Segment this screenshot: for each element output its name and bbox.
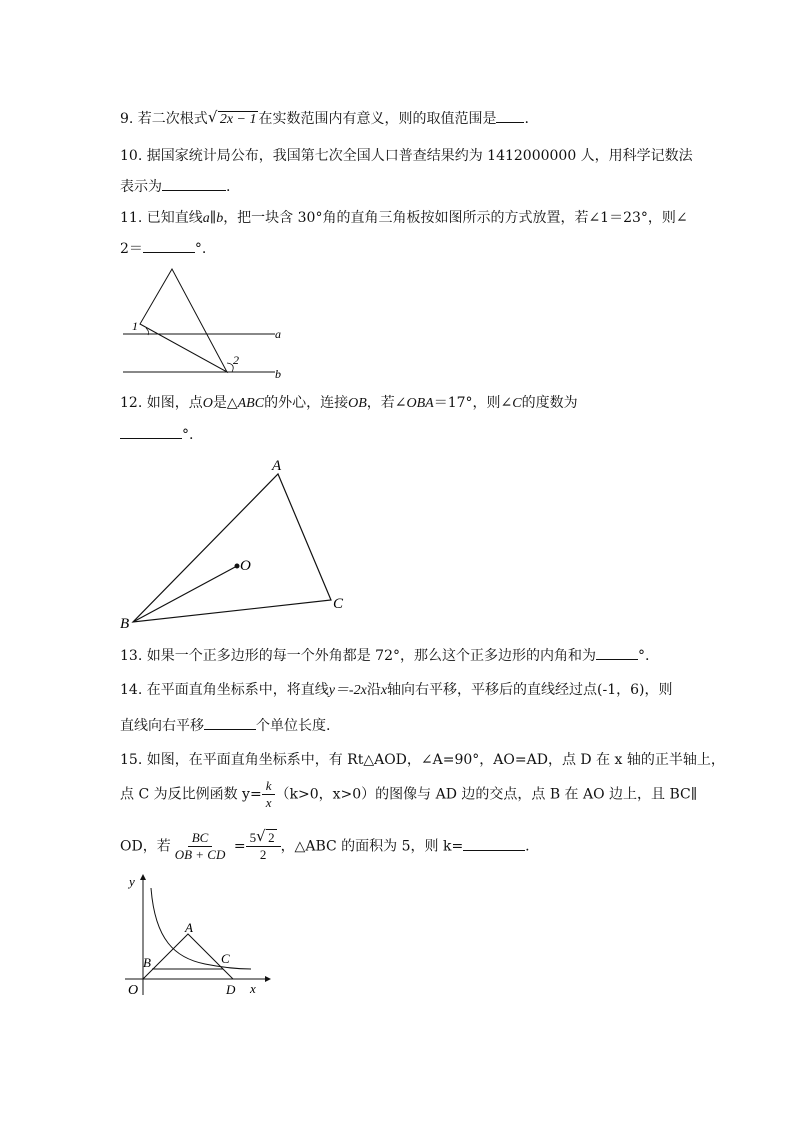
rhs-numerator: 5 √ 2 xyxy=(246,830,281,847)
answer-blank-10[interactable] xyxy=(162,176,226,191)
label-line-a: a xyxy=(275,327,281,341)
q14-prefix: 14. 在平面直角坐标系中，将直线 xyxy=(120,682,329,698)
hyperbola-curve xyxy=(151,888,251,969)
question-12-line2 xyxy=(120,424,193,445)
q9-end: . xyxy=(524,111,529,127)
q12-triangle-abc: ABC xyxy=(237,396,265,411)
ratio-denominator: OB + CD xyxy=(174,847,226,862)
label-a: A xyxy=(272,458,282,474)
parallel-symbol: ∥ xyxy=(209,210,217,226)
ratio-fraction xyxy=(171,830,230,863)
q14-text-1: 沿 xyxy=(366,682,381,698)
rhs-denominator: 2 xyxy=(259,847,267,862)
q11-angle2: 2＝ xyxy=(120,241,143,257)
question-11-line1 xyxy=(120,208,688,229)
figure-q12-triangle xyxy=(115,452,355,634)
answer-blank-15[interactable] xyxy=(463,836,525,851)
label-o: O xyxy=(240,558,251,574)
q11-text: ，把一块含 30°角的直角三角板按如图所示的方式放置，若∠1＝23°，则∠ xyxy=(223,210,688,226)
label-x: x xyxy=(250,981,256,996)
q12-text-4: ＝17°，则∠ xyxy=(433,395,513,411)
q12-text-2: 的外心，连接 xyxy=(264,395,349,411)
sqrt-expression: √ 2x − 1 xyxy=(207,108,257,127)
q15-text-2: （k>0，x>0）的图像与 AD 边的交点，点 B 在 AO 边上，且 BC∥ xyxy=(275,786,698,803)
q12-text-1: 是△ xyxy=(212,395,238,411)
figure-q15-coordinate xyxy=(115,870,275,1000)
q15-end: . xyxy=(525,838,530,855)
label-angle-1: 1 xyxy=(132,319,138,333)
question-9 xyxy=(120,108,529,130)
label-point-d: D xyxy=(226,982,236,997)
label-y: y xyxy=(129,874,135,889)
q15-text-1: 点 C 为反比例函数 y= xyxy=(120,786,262,803)
question-10-line1: 10. 据国家统计局公布，我国第七次全国人口普查结果约为 1412000000 人，用科学记数法 xyxy=(120,148,693,164)
q12-text-5: 的度数为 xyxy=(521,395,578,411)
y-axis-arrow xyxy=(140,874,146,880)
q12-point-o: O xyxy=(202,396,213,411)
q13-end: °. xyxy=(637,648,650,664)
question-13 xyxy=(120,645,649,666)
point-o-dot xyxy=(235,564,240,569)
rhs-radicand: 2 xyxy=(268,830,275,845)
q14-text-2: 轴向右平移，平移后的直线经过点(-1，6)，则 xyxy=(387,682,673,698)
rhs-fraction xyxy=(246,827,281,863)
q9-text: 在实数范围内有意义，则的取值范围是 xyxy=(258,111,497,127)
q12-segment-ob: OB xyxy=(348,396,367,411)
answer-blank-12[interactable] xyxy=(120,424,182,439)
q12-angle-c: C xyxy=(512,396,522,411)
set-square-triangle xyxy=(140,269,227,372)
question-15-line3 xyxy=(120,827,530,863)
q11-end: °. xyxy=(194,241,207,257)
label-b: B xyxy=(120,616,130,632)
question-12-line1 xyxy=(120,393,578,414)
x-axis-arrow xyxy=(265,976,271,982)
question-14-line1 xyxy=(120,680,673,701)
question-14-line2 xyxy=(120,715,330,736)
q15-text-3: OD，若 xyxy=(120,838,171,855)
answer-blank-11[interactable] xyxy=(143,238,195,253)
question-15-line2 xyxy=(120,778,697,811)
label-line-b: b xyxy=(275,367,281,381)
question-15-line1: 15. 如图，在平面直角坐标系中，有 Rt△AOD，∠A=90°，AO=AD，点 D 在 x 轴的正半轴上， xyxy=(120,752,725,768)
q10-end: . xyxy=(226,179,231,195)
frac-numerator: k xyxy=(262,778,276,795)
triangle-abc xyxy=(133,474,331,622)
label-point-b: B xyxy=(143,955,151,970)
ratio-numerator: BC xyxy=(188,830,213,847)
q11-line-b: b xyxy=(216,211,224,226)
q9-prefix: 9. 若二次根式 xyxy=(120,111,208,127)
answer-blank-14[interactable] xyxy=(204,715,256,730)
q11-prefix: 11. 已知直线 xyxy=(120,210,203,226)
q14-x-axis: x xyxy=(380,683,388,698)
label-point-c: C xyxy=(221,951,230,966)
inverse-fraction-k-over-x xyxy=(262,778,276,811)
q10-prefix: 表示为 xyxy=(120,179,162,195)
q11-line-a: a xyxy=(202,211,210,226)
q14-equation: y＝-2x xyxy=(328,683,367,698)
q12-end: °. xyxy=(182,427,194,443)
question-11-line2 xyxy=(120,238,206,259)
figure-q11-triangle xyxy=(115,262,290,384)
q12-prefix: 12. 如图，点 xyxy=(120,395,203,411)
q15-text-4: ，△ABC 的面积为 5，则 k= xyxy=(280,838,464,855)
label-origin: O xyxy=(128,983,139,998)
q12-angle-oba: OBA xyxy=(406,396,434,411)
label-c: C xyxy=(333,596,344,612)
triangle-aod xyxy=(143,934,233,979)
q13-text: 13. 如果一个正多边形的每一个外角都是 72°，那么这个正多边形的内角和为 xyxy=(120,648,596,664)
q12-text-3: ，若∠ xyxy=(366,395,407,411)
segment-ob xyxy=(133,566,237,622)
label-point-a: A xyxy=(185,920,193,935)
question-10-line2 xyxy=(120,176,230,197)
equals-sign: = xyxy=(233,838,246,855)
label-angle-2: 2 xyxy=(233,353,239,367)
q14-prefix-2: 直线向右平移 xyxy=(120,718,204,734)
sqrt-radicand: 2x − 1 xyxy=(219,112,257,127)
answer-blank-13[interactable] xyxy=(596,645,638,660)
rhs-coefficient: 5 xyxy=(249,830,257,845)
answer-blank-9[interactable] xyxy=(496,108,524,123)
frac-denominator: x xyxy=(265,795,272,810)
q14-end: 个单位长度. xyxy=(256,718,331,734)
